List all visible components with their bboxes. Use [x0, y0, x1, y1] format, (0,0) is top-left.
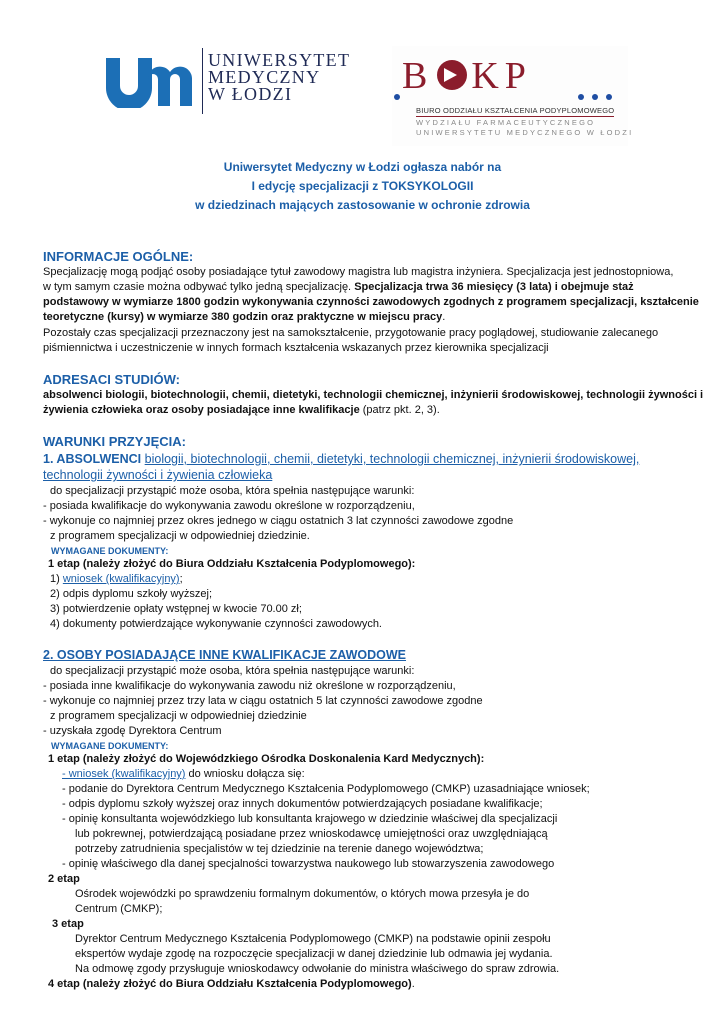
section1-line: do specjalizacji przystąpić może osoba, która spełnia następujące warunki:	[50, 485, 415, 497]
general-info-heading: INFORMACJE OGÓLNE:	[43, 249, 194, 264]
um-logo	[104, 48, 351, 118]
general-line: teoretyczne (kursy) w wymiarze 380 godzin oraz praktyczne w miejscu pracy.	[43, 311, 446, 323]
section2-stage2: 2 etap	[48, 873, 80, 885]
um-name-line2: MEDYCZNY	[208, 67, 321, 87]
general-line: Pozostały czas specjalizacji przeznaczony jest na samokształcenie, przygotowanie pracy poglądowej, studiowanie zalecanego	[43, 327, 659, 339]
section2-docs-label: WYMAGANE DOKUMENTY:	[51, 741, 169, 751]
announcement-title-3: w dziedzinach mających zastosowanie w ochronie zdrowia	[195, 198, 530, 212]
section2-attachment: - opinię właściwego dla danej specjalności towarzystwa naukowego lub stowarzyszenia zawodowego	[62, 858, 555, 870]
um-name-line1: UNIWERSYTET	[208, 50, 351, 70]
section1-heading-cont: technologii żywności i żywienia człowieka	[43, 468, 273, 482]
bokp-subtitle-1: BIURO ODDZIAŁU KSZTAŁCENIA PODYPLOMOWEGO	[416, 106, 615, 115]
bokp-letters-kp: KP	[471, 55, 532, 97]
general-line: Specjalizację mogą podjąć osoby posiadające tytuł zawodowy magistra lub magistra inżyniera. Specjalizacja jest jednostopniowa,	[43, 266, 674, 278]
section1-line: z programem specjalizacji w odpowiedniej dziedzinie.	[50, 530, 310, 542]
section1-heading: 1. ABSOLWENCI biologii, biotechnologii, chemii, dietetyki, technologii chemicznej, inżynierii środowiskowej,	[43, 452, 640, 466]
general-line: piśmiennictwa i uczestniczenie w innych formach kształcenia wskazanych przez kierownika specjalizacji	[43, 342, 549, 354]
section2-stage3-line: Na odmowę zgody przysługuje wnioskodawcy odwołanie do ministra właściwego do spraw zdrowia.	[75, 963, 560, 975]
dot-icon	[606, 94, 612, 100]
section2-attachment: - odpis dyplomu szkoły wyższej oraz innych dokumentów potwierdzających posiadane kwalifikacje;	[62, 798, 543, 810]
general-line: w tym samym czasie można odbywać tylko jedną specjalizację. Specjalizacja trwa 36 miesięcy (3 lata) i obejmuje staż	[43, 281, 634, 293]
section2-stage3: 3 etap	[52, 918, 84, 930]
section1-stage1: 1 etap (należy złożyć do Biura Oddziału Kształcenia Podyplomowego):	[48, 558, 416, 570]
section1-doc-1: 1) wniosek (kwalifikacyjny);	[50, 573, 183, 585]
section2-attachment: - podanie do Dyrektora Centrum Medycznego Kształcenia Podyplomowego (CMKP) uzasadniające wniosek;	[62, 783, 590, 795]
announcement-title-2: I edycję specjalizacji z TOKSYKOLOGII	[251, 179, 474, 193]
section1-doc-2: 2) odpis dyplomu szkoły wyższej;	[50, 588, 213, 600]
section2-line: z programem specjalizacji w odpowiedniej dziedzinie	[50, 710, 307, 722]
section2-attachment: potrzeby zatrudnienia specjalistów w tej dziedzinie na terenie danego województwa;	[75, 843, 484, 855]
section2-attachment: lub pokrewnej, potwierdzającą posiadane przez wnioskodawcę umiejętności oraz uwzględniającą	[75, 828, 548, 840]
section1-doc-4: 4) dokumenty potwierdzające wykonywanie czynności zawodowych.	[50, 618, 382, 630]
section2-stage2-line: Ośrodek wojewódzki po sprawdzeniu formalnym dokumentów, o których mowa przesyła je do	[75, 888, 530, 900]
bokp-subtitle-3: UNIWERSYTETU MEDYCZNEGO W ŁODZI	[416, 128, 634, 137]
bokp-letter-b: B	[402, 55, 434, 97]
section2-stage3-line: ekspertów wydaje zgodę na rozpoczęcie specjalizacji w danej dziedzinie lub odmawia jej wydania.	[75, 948, 553, 960]
section2-application: - wniosek (kwalifikacyjny) do wniosku dołącza się:	[62, 768, 305, 780]
section2-stage3-line: Dyrektor Centrum Medycznego Kształcenia Podyplomowego (CMKP) na podstawie opinii zespołu	[75, 933, 551, 945]
section1-line: - posiada kwalifikacje do wykonywania zawodu określone w rozporządzeniu,	[43, 500, 415, 512]
section2-line: do specjalizacji przystąpić może osoba, która spełnia następujące warunki:	[50, 665, 415, 677]
dot-icon	[394, 94, 400, 100]
section1-line: - wykonuje co najmniej przez okres jednego w ciągu ostatnich 3 lat czynności zawodowe zgodne	[43, 515, 514, 527]
section1-docs-label: WYMAGANE DOKUMENTY:	[51, 546, 169, 556]
conditions-heading: WARUNKI PRZYJĘCIA:	[43, 434, 187, 449]
addressees-line: żywienia człowieka oraz osoby posiadające inne kwalifikacje (patrz pkt. 2, 3).	[43, 404, 440, 416]
section2-heading: 2. OSOBY POSIADAJĄCE INNE KWALIFIKACJE ZAWODOWE	[43, 648, 407, 662]
section2-attachment: - opinię konsultanta wojewódzkiego lub konsultanta krajowego w dziedzinie właściwej dla specjalizacji	[62, 813, 558, 825]
application-link[interactable]: wniosek (kwalifikacyjny)	[62, 573, 180, 585]
addressees-heading: ADRESACI STUDIÓW:	[43, 372, 180, 387]
dot-icon	[592, 94, 598, 100]
section2-line: - uzyskała zgodę Dyrektora Centrum	[43, 725, 222, 737]
section2-stage1: 1 etap (należy złożyć do Wojewódzkiego Ośrodka Doskonalenia Kard Medycznych):	[48, 753, 485, 765]
section1-doc-3: 3) potwierdzenie opłaty wstępnej w kwocie 70.00 zł;	[50, 603, 302, 615]
bokp-logo	[392, 46, 634, 146]
section2-line: - posiada inne kwalifikacje do wykonywania zawodu niż określone w rozporządzeniu,	[43, 680, 456, 692]
section2-stage2-line: Centrum (CMKP);	[75, 903, 163, 915]
general-line: podstawowy w wymiarze 1800 godzin wykonywania czynności zawodowych zgodnych z programem specjalizacji, kształcenie	[43, 296, 699, 308]
section2-line: - wykonuje co najmniej przez trzy lata w ciągu ostatnich 5 lat czynności zawodowe zgodne	[43, 695, 483, 707]
um-name-line3: W ŁODZI	[208, 84, 293, 104]
play-circle-icon	[437, 60, 467, 90]
section2-stage4: 4 etap (należy złożyć do Biura Oddziału Kształcenia Podyplomowego).	[48, 978, 415, 990]
dot-icon	[578, 94, 584, 100]
bokp-subtitle-2: WYDZIAŁU FARMACEUTYCZNEGO	[416, 118, 596, 127]
addressees-line: absolwenci biologii, biotechnologii, chemii, dietetyki, technologii chemicznej, inżynierii środowiskowej, technologii żywności i	[43, 389, 704, 401]
um-mark-icon	[104, 56, 196, 108]
application-link-2[interactable]: - wniosek (kwalifikacyjny)	[62, 768, 186, 780]
announcement-title-1: Uniwersytet Medyczny w Łodzi ogłasza nabór na	[223, 160, 502, 174]
